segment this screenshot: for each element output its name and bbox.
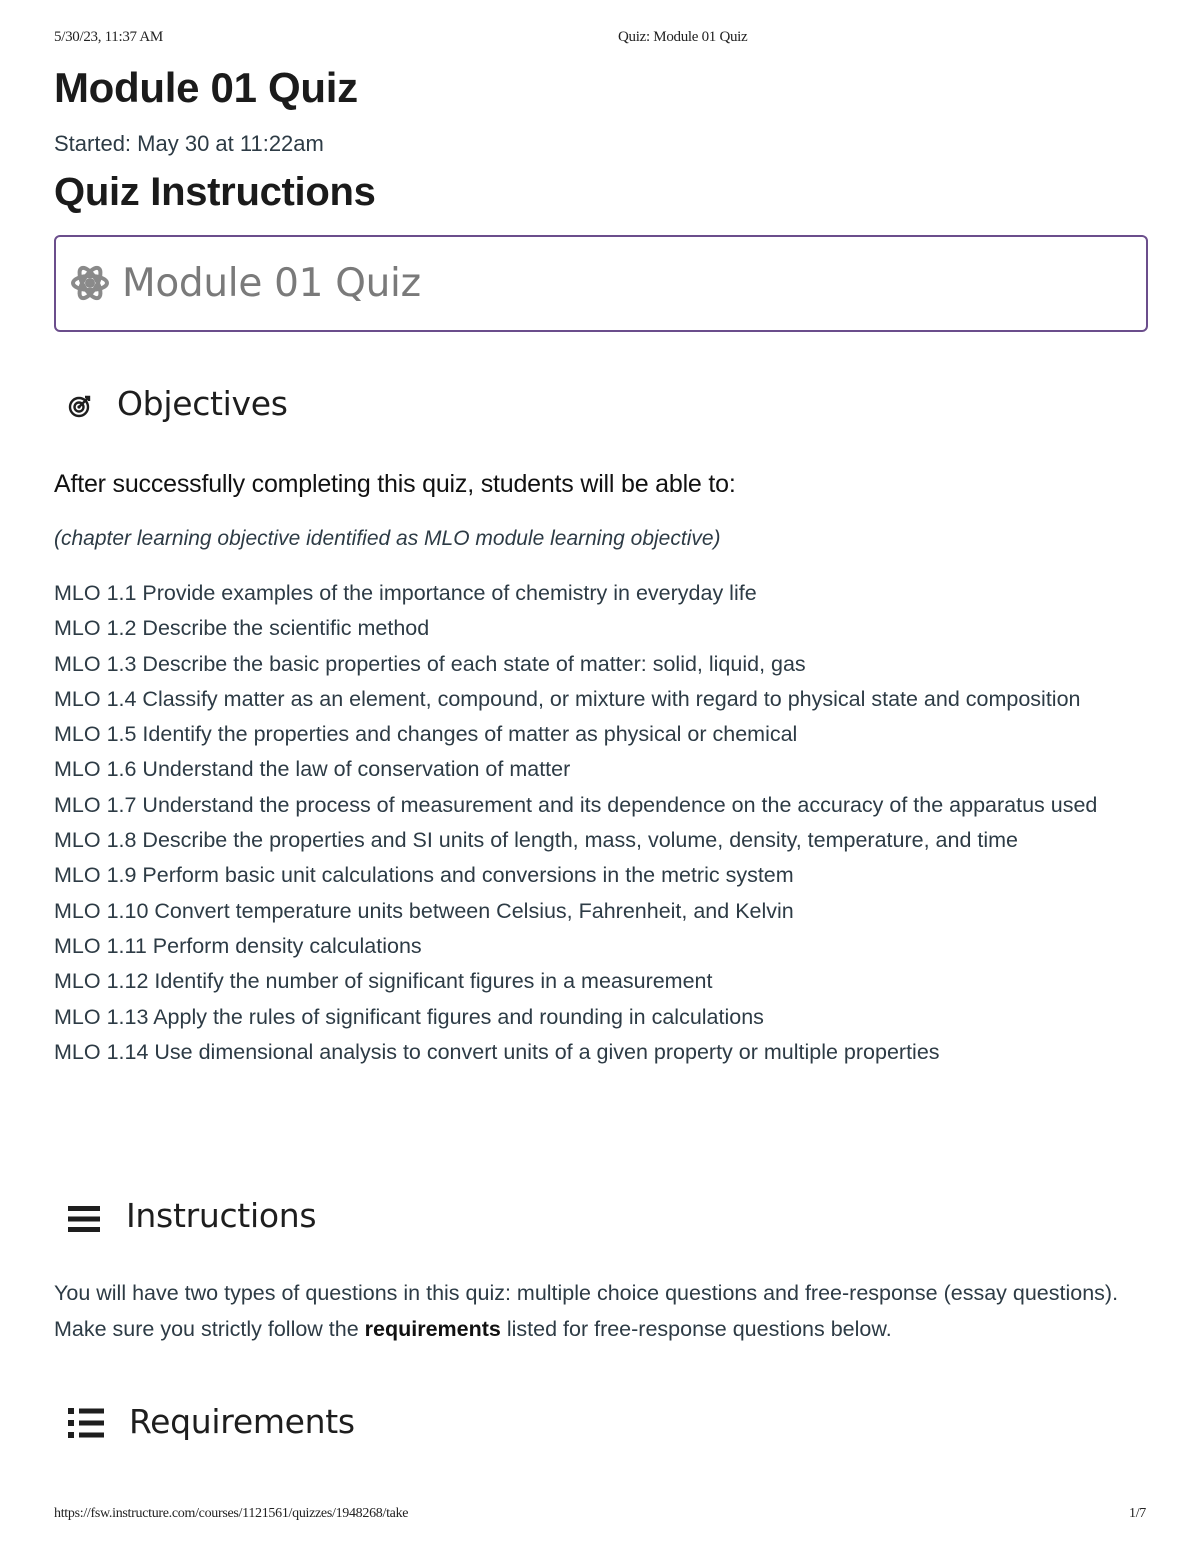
requirements-emphasis: requirements: [364, 1316, 501, 1341]
objective-item: MLO 1.13 Apply the rules of significant figures and rounding in calculations: [54, 1004, 764, 1029]
objective-item: MLO 1.2 Describe the scientific method: [54, 616, 430, 641]
target-icon: [68, 394, 92, 418]
page-number: 1/7: [1129, 1506, 1146, 1521]
page-title: Module 01 Quiz: [54, 64, 358, 111]
objective-item: MLO 1.12 Identify the number of significant figures in a measurement: [54, 969, 713, 994]
instructions-heading: [68, 1196, 348, 1240]
print-page-title: Quiz: Module 01 Quiz: [618, 29, 748, 45]
objectives-list: [54, 576, 1148, 1070]
objectives-lead: After successfully completing this quiz, students will be able to:: [54, 470, 736, 498]
print-datetime: 5/30/23, 11:37 AM: [54, 29, 163, 45]
requirements-label: Requirements: [129, 1402, 355, 1441]
hamburger-icon: [68, 1206, 100, 1232]
instructions-label: Instructions: [126, 1196, 317, 1235]
objective-item: MLO 1.7 Understand the process of measurement and its dependence on the accuracy of the apparatus used: [54, 792, 1098, 817]
print-url: https://fsw.instructure.com/courses/1121561/quizzes/1948268/take: [54, 1506, 409, 1521]
objective-item: MLO 1.10 Convert temperature units between Celsius, Fahrenheit, and Kelvin: [54, 898, 794, 923]
objective-item: MLO 1.5 Identify the properties and changes of matter as physical or chemical: [54, 722, 798, 747]
atom-icon: [70, 263, 110, 303]
print-header: [54, 29, 1146, 49]
objectives-note: (chapter learning objective identified as MLO module learning objective): [54, 527, 721, 550]
objective-item: MLO 1.14 Use dimensional analysis to convert units of a given property or multiple properties: [54, 1039, 940, 1064]
requirements-heading: [68, 1402, 388, 1446]
objective-item: MLO 1.6 Understand the law of conservation of matter: [54, 757, 571, 782]
objectives-heading: [68, 384, 328, 428]
objective-item: MLO 1.3 Describe the basic properties of each state of matter: solid, liquid, gas: [54, 651, 806, 676]
objective-item: MLO 1.1 Provide examples of the importance of chemistry in everyday life: [54, 581, 757, 605]
objective-item: MLO 1.11 Perform density calculations: [54, 933, 422, 958]
quiz-instructions-heading: Quiz Instructions: [54, 170, 376, 214]
banner-title: Module 01 Quiz: [122, 261, 421, 306]
objective-item: MLO 1.8 Describe the properties and SI units of length, mass, volume, density, temperature, and time: [54, 828, 1018, 853]
objective-item: MLO 1.4 Classify matter as an element, compound, or mixture with regard to physical state and composition: [54, 686, 1081, 711]
print-footer: [54, 1506, 1146, 1526]
bulleted-list-icon: [68, 1408, 104, 1438]
instructions-text: You will have two types of questions in this quiz: multiple choice questions and free-response (essay questions). Make sure you strictly follow the requirements listed for free-response questions below.: [54, 1281, 1119, 1341]
objective-item: MLO 1.9 Perform basic unit calculations and conversions in the metric system: [54, 863, 794, 888]
started-timestamp: Started: May 30 at 11:22am: [54, 131, 324, 156]
module-banner: [54, 235, 1148, 332]
objectives-label: Objectives: [117, 384, 288, 423]
